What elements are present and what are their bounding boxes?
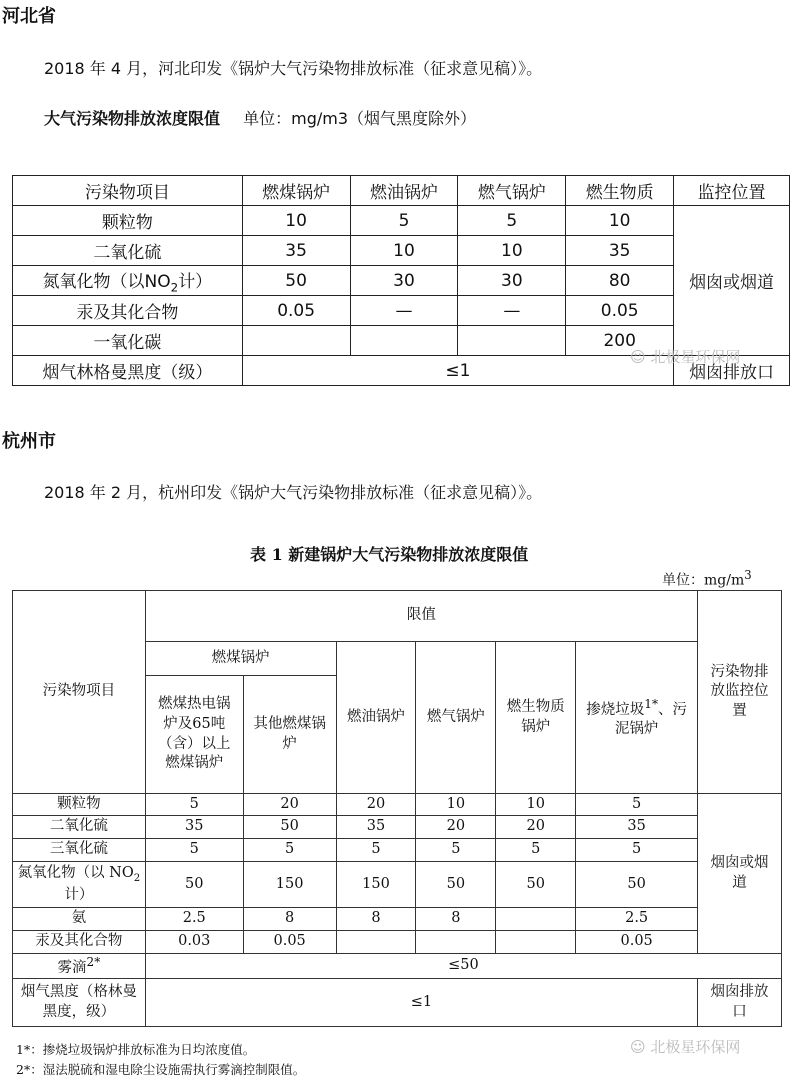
- table-row: [13, 816, 782, 839]
- wechat-icon: ☺: [630, 1038, 646, 1056]
- table-row: [13, 206, 790, 236]
- wechat-icon: ☺: [630, 348, 646, 366]
- value-cell: 0.05: [576, 931, 698, 954]
- header-sup: 1*: [644, 696, 658, 711]
- value-cell: 50: [242, 266, 350, 296]
- value-cell: 10: [458, 236, 566, 266]
- value-cell: 5: [336, 839, 416, 862]
- table-row: [13, 266, 790, 296]
- value-cell: —: [458, 296, 566, 326]
- value-cell: 50: [416, 862, 496, 908]
- name-part: 计）: [64, 886, 94, 903]
- unit-sup: 3: [744, 568, 752, 582]
- table-row: [13, 839, 782, 862]
- name-part: 计）: [178, 271, 213, 292]
- pollutant-name: 二氧化硫: [13, 816, 146, 839]
- value-cell: [336, 931, 416, 954]
- value-cell: 5: [243, 839, 336, 862]
- value-cell: 35: [336, 816, 416, 839]
- table-title-text: 大气污染物排放浓度限值: [44, 109, 221, 128]
- pollutant-name: 一氧化碳: [13, 326, 243, 356]
- pollutant-name: 二氧化硫: [13, 236, 243, 266]
- value-cell: 5: [145, 794, 243, 816]
- header-limit: 限值: [145, 591, 697, 642]
- value-cell: 35: [576, 816, 698, 839]
- header-oil: 燃油锅炉: [336, 642, 416, 794]
- value-cell: 2.5: [576, 908, 698, 931]
- table-row: [13, 931, 782, 954]
- value-cell: 10: [496, 794, 576, 816]
- value-cell: 35: [566, 236, 674, 266]
- value-cell: 10: [350, 236, 458, 266]
- header-gas: 燃气锅炉: [416, 642, 496, 794]
- value-cell: [416, 931, 496, 954]
- footnote: 2*：湿法脱硫和湿电除尘设施需执行雾滴控制限值。: [16, 1062, 306, 1077]
- value-cell: 5: [496, 839, 576, 862]
- value-cell: 20: [336, 794, 416, 816]
- pollutant-name: 烟气黑度（格林曼黑度，级）: [13, 979, 146, 1027]
- pollutant-name: 汞及其化合物: [13, 296, 243, 326]
- header-location: 污染物排放监控位置: [698, 591, 782, 794]
- value-cell: ≤1: [242, 356, 673, 386]
- value-cell: 20: [416, 816, 496, 839]
- value-cell: 35: [145, 816, 243, 839]
- value-cell: [242, 326, 350, 356]
- header-cell: 污染物项目: [13, 176, 243, 206]
- header-cell: 燃生物质: [566, 176, 674, 206]
- header-part: 掺烧垃圾: [586, 701, 645, 718]
- value-cell: 5: [576, 794, 698, 816]
- value-cell: 30: [350, 266, 458, 296]
- header-biomass: 燃生物质锅炉: [496, 642, 576, 794]
- monitor-location: 烟囱排放口: [674, 356, 790, 386]
- table-row: [13, 979, 782, 1027]
- value-cell: 35: [242, 236, 350, 266]
- value-cell: 150: [243, 862, 336, 908]
- value-cell: 50: [576, 862, 698, 908]
- section-heading-hangzhou: 杭州市: [2, 431, 56, 452]
- value-cell: 200: [566, 326, 674, 356]
- intro-hebei: 2018 年 4 月，河北印发《锅炉大气污染物排放标准（征求意见稿）》。: [44, 59, 543, 78]
- header-cell: 燃气锅炉: [458, 176, 566, 206]
- value-cell: 5: [576, 839, 698, 862]
- watermark: [630, 346, 740, 367]
- name-part: 雾滴: [57, 959, 87, 976]
- value-cell: ≤1: [145, 979, 697, 1027]
- table-unit-hangzhou: [662, 568, 752, 590]
- value-cell: 8: [416, 908, 496, 931]
- header-cell: 燃油锅炉: [350, 176, 458, 206]
- unit-text: 单位：mg/m: [662, 572, 745, 589]
- table-header-row: [13, 591, 782, 642]
- header-coal-thermal: 燃煤热电锅炉及65吨（含）以上燃煤锅炉: [145, 676, 243, 794]
- value-cell: 50: [496, 862, 576, 908]
- header-part: 、污泥锅炉: [614, 701, 687, 737]
- header-waste: [576, 642, 698, 794]
- value-cell: [458, 326, 566, 356]
- header-cell: 燃煤锅炉: [242, 176, 350, 206]
- watermark-text: 北极星环保网: [650, 1038, 741, 1056]
- value-cell: 5: [350, 206, 458, 236]
- table-row: [13, 794, 782, 816]
- table-caption-hangzhou: 表 1 新建锅炉大气污染物排放浓度限值: [250, 545, 529, 564]
- value-cell: [350, 326, 458, 356]
- table-header-row: [13, 176, 790, 206]
- monitor-location: 烟囱或烟道: [698, 794, 782, 954]
- value-cell: 50: [145, 862, 243, 908]
- hangzhou-emission-table: [12, 590, 782, 1027]
- pollutant-name: 颗粒物: [13, 794, 146, 816]
- pollutant-name: [13, 266, 243, 296]
- footnote: 1*：掺烧垃圾锅炉排放标准为日均浓度值。: [16, 1042, 256, 1057]
- pollutant-name: 汞及其化合物: [13, 931, 146, 954]
- header-cell: 监控位置: [674, 176, 790, 206]
- name-part: 氮氧化物（以 NO: [17, 864, 134, 881]
- table-row: [13, 296, 790, 326]
- table-row: [13, 862, 782, 908]
- value-cell: 50: [243, 816, 336, 839]
- header-coal-other: 其他燃煤锅炉: [243, 676, 336, 794]
- value-cell: 10: [566, 206, 674, 236]
- value-cell: 8: [336, 908, 416, 931]
- value-cell: 5: [458, 206, 566, 236]
- value-cell: [496, 908, 576, 931]
- table-title-hebei: [44, 106, 476, 129]
- value-cell: 8: [243, 908, 336, 931]
- value-cell: 30: [458, 266, 566, 296]
- watermark-text: 北极星环保网: [650, 348, 741, 366]
- value-cell: 20: [243, 794, 336, 816]
- pollutant-name: [13, 954, 146, 979]
- monitor-location: 烟囱排放口: [698, 979, 782, 1027]
- table-row: [13, 908, 782, 931]
- table-row: [13, 236, 790, 266]
- section-heading-hebei: 河北省: [2, 6, 56, 27]
- monitor-location: 烟囱或烟道: [674, 206, 790, 356]
- value-cell: 10: [242, 206, 350, 236]
- value-cell: —: [350, 296, 458, 326]
- value-cell: 0.05: [566, 296, 674, 326]
- value-cell: 10: [416, 794, 496, 816]
- name-sub: 2: [133, 872, 141, 884]
- value-cell: 150: [336, 862, 416, 908]
- value-cell: 20: [496, 816, 576, 839]
- header-item: 污染物项目: [13, 591, 146, 794]
- value-cell: [496, 931, 576, 954]
- name-sup: 2*: [86, 955, 101, 969]
- pollutant-name: 颗粒物: [13, 206, 243, 236]
- intro-hangzhou: 2018 年 2 月，杭州印发《锅炉大气污染物排放标准（征求意见稿）》。: [44, 483, 543, 502]
- value-cell: 0.05: [242, 296, 350, 326]
- value-cell: 2.5: [145, 908, 243, 931]
- watermark: [630, 1036, 740, 1057]
- value-cell: 5: [145, 839, 243, 862]
- name-part: 氮氧化物（以NO: [42, 271, 171, 292]
- name-sub: 2: [170, 280, 179, 295]
- table-row: [13, 954, 782, 979]
- value-cell: 0.03: [145, 931, 243, 954]
- header-coal-group: 燃煤锅炉: [145, 642, 336, 676]
- value-cell: 5: [416, 839, 496, 862]
- value-cell: 80: [566, 266, 674, 296]
- pollutant-name: 三氧化硫: [13, 839, 146, 862]
- pollutant-name: [13, 862, 146, 908]
- table-unit: 单位：mg/m3（烟气黑度除外）: [243, 109, 477, 128]
- pollutant-name: 烟气林格曼黑度（级）: [13, 356, 243, 386]
- value-cell: ≤50: [145, 954, 781, 979]
- pollutant-name: 氨: [13, 908, 146, 931]
- value-cell: 0.05: [243, 931, 336, 954]
